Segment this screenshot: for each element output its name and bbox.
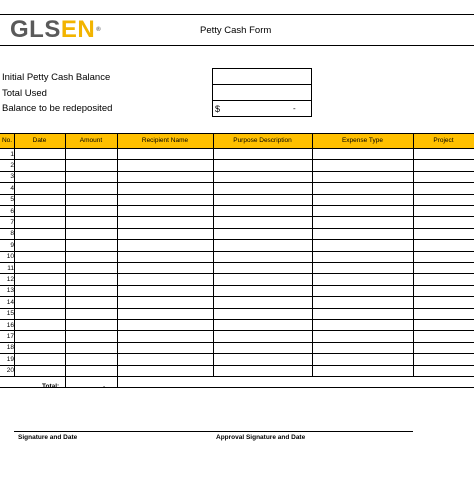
table-row[interactable] xyxy=(14,149,474,159)
table-row[interactable] xyxy=(14,331,474,341)
table-row[interactable] xyxy=(14,206,474,216)
row-number: 5 xyxy=(10,196,14,204)
row-number: 8 xyxy=(10,230,14,238)
balance-redeposit-label: Balance to be redeposited xyxy=(2,103,113,114)
signature-line xyxy=(14,431,413,432)
column-header: Amount xyxy=(79,137,103,144)
header-divider xyxy=(0,45,474,46)
row-number: 15 xyxy=(6,310,14,318)
column-header: Purpose Description xyxy=(233,137,292,144)
row-number: 19 xyxy=(6,355,14,363)
row-number: 10 xyxy=(6,253,14,261)
table-row[interactable] xyxy=(14,354,474,364)
row-number: 20 xyxy=(6,367,14,375)
column-header: Date xyxy=(32,137,47,144)
table-rule xyxy=(117,376,118,387)
column-header: Expense Type xyxy=(341,137,384,144)
table-rule xyxy=(0,387,474,388)
table-row[interactable] xyxy=(14,343,474,353)
table-row[interactable] xyxy=(14,263,474,273)
row-number: 4 xyxy=(10,184,14,192)
row-number: 9 xyxy=(10,241,14,249)
balance-value: - xyxy=(293,104,296,113)
row-number: 2 xyxy=(10,161,14,169)
table-row[interactable] xyxy=(14,229,474,239)
column-header: No. xyxy=(1,137,13,144)
total-used-field[interactable] xyxy=(213,85,311,100)
row-number: 6 xyxy=(10,207,14,215)
table-row[interactable] xyxy=(14,240,474,250)
approval-signature-label: Approval Signature and Date xyxy=(216,434,306,441)
table-row[interactable] xyxy=(14,252,474,262)
table-row[interactable] xyxy=(14,172,474,182)
table-row[interactable] xyxy=(14,366,474,376)
table-row[interactable] xyxy=(14,320,474,330)
top-border xyxy=(0,14,474,15)
balance-currency: $ xyxy=(215,104,221,114)
row-number: 12 xyxy=(6,275,14,283)
row-number: 1 xyxy=(10,150,14,158)
column-header: Project xyxy=(433,137,454,144)
row-number: 16 xyxy=(6,321,14,329)
table-row[interactable] xyxy=(14,274,474,284)
total-label: Total: xyxy=(42,383,60,390)
initial-balance-label: Initial Petty Cash Balance xyxy=(2,72,111,83)
table-rule xyxy=(0,376,474,377)
table-row[interactable] xyxy=(14,286,474,296)
form-title: Petty Cash Form xyxy=(200,25,272,36)
total-amount: - xyxy=(103,383,106,390)
table-row[interactable] xyxy=(14,195,474,205)
row-number: 18 xyxy=(6,344,14,352)
table-row[interactable] xyxy=(14,297,474,307)
table-row[interactable] xyxy=(14,183,474,193)
row-number: 13 xyxy=(6,287,14,295)
row-number: 14 xyxy=(6,298,14,306)
row-number: 17 xyxy=(6,332,14,340)
signature-date-label: Signature and Date xyxy=(18,434,78,441)
row-number: 11 xyxy=(7,264,14,272)
glsen-logo: GLSEN® xyxy=(10,16,102,43)
table-row[interactable] xyxy=(14,217,474,227)
total-used-label: Total Used xyxy=(2,88,47,99)
table-row[interactable] xyxy=(14,160,474,170)
initial-balance-field[interactable] xyxy=(213,69,311,84)
table-rule xyxy=(65,376,66,387)
column-header: Recipient Name xyxy=(141,137,189,144)
table-row[interactable] xyxy=(14,309,474,319)
row-number: 3 xyxy=(10,173,14,181)
summary-divider-2 xyxy=(212,100,312,101)
table-rule xyxy=(0,133,474,134)
row-number: 7 xyxy=(10,218,14,226)
